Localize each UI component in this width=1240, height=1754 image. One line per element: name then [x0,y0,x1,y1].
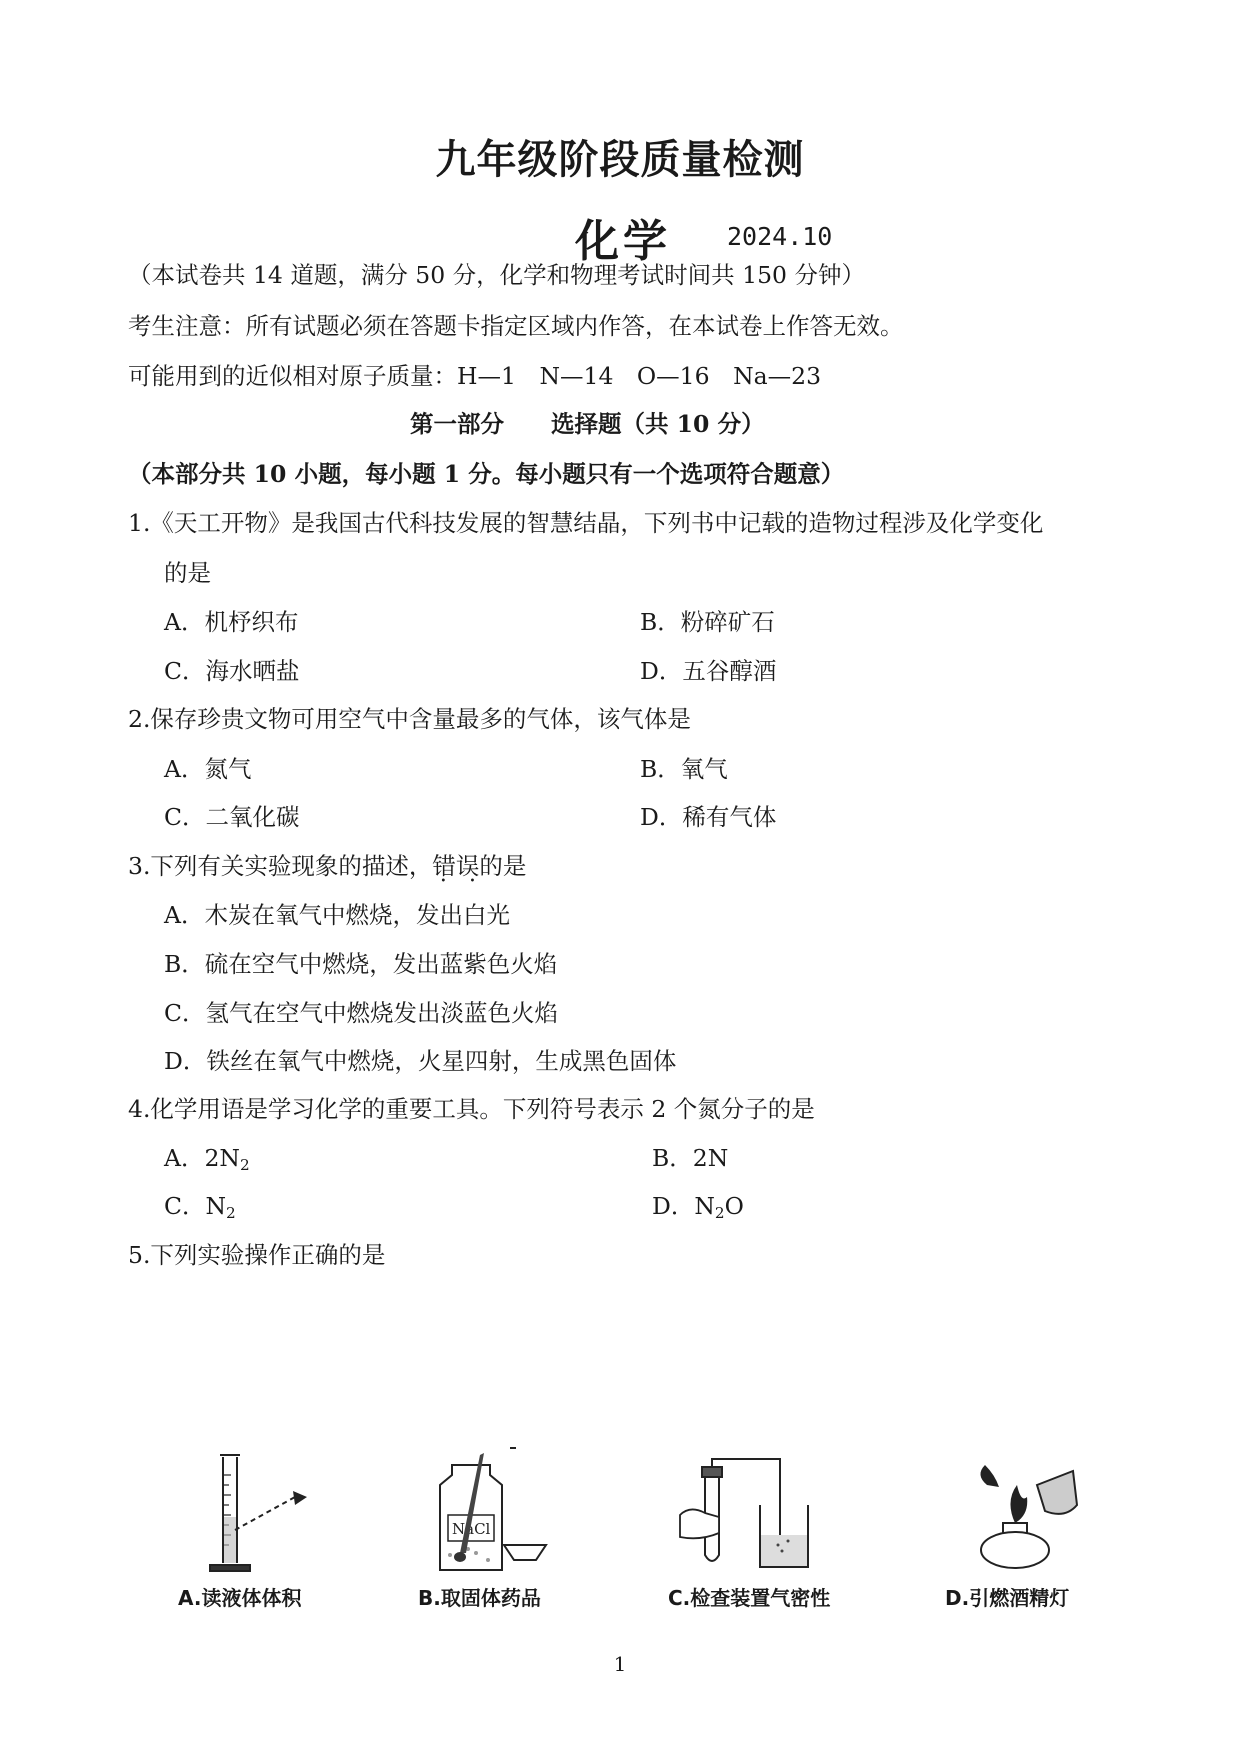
question-2-option-a: A．氮气 [164,755,252,783]
question-4-option-c: C．$N_2$ [164,1192,236,1222]
question-4-stem: 4.化学用语是学习化学的重要工具。下列符号表示 2 个氮分子的是 [128,1095,815,1123]
figure-a-graduated-cylinder [165,1445,365,1575]
question-1-stem-line2: 的是 [164,559,211,587]
exam-title: 九年级阶段质量检测 [435,136,805,183]
question-5-stem: 5.下列实验操作正确的是 [128,1241,386,1269]
question-2-option-c: C．二氧化碳 [164,803,300,831]
figure-d-caption: D.引燃酒精灯 [945,1586,1070,1610]
section-instructions: （本部分共 10 小题，每小题 1 分。每小题只有一个选项符合题意） [128,460,845,488]
figure-c-airtightness-test [670,1445,870,1575]
atomic-masses: 可能用到的近似相对原子质量：H—1 N—14 O—16 Na—23 [128,362,822,390]
question-2-stem: 2.保存珍贵文物可用空气中含量最多的气体，该气体是 [128,705,691,733]
figure-a-caption: A.读液体体积 [178,1586,302,1610]
exam-date: 2024.10 [727,222,833,251]
question-1-option-b: B．粉碎矿石 [640,608,775,636]
page-number: 1 [613,1652,627,1676]
figure-d-alcohol-lamp [925,1445,1125,1575]
exam-notice: 考生注意：所有试题必须在答题卡指定区域内作答，在本试卷上作答无效。 [128,312,904,340]
question-3-option-b: B．硫在空气中燃烧，发出蓝紫色火焰 [164,950,558,978]
figure-b-caption: B.取固体药品 [418,1586,541,1610]
question-3-option-a: A．木炭在氧气中燃烧，发出白光 [164,901,510,929]
question-1-option-c: C．海水晒盐 [164,657,300,685]
figure-c-caption: C.检查装置气密性 [668,1586,831,1610]
subject-title: 化学 [575,216,671,267]
question-3-option-c: C．氢气在空气中燃烧发出淡蓝色火焰 [164,999,558,1027]
question-4-option-d: D．$N_2O$ [652,1192,744,1222]
question-3-stem-before: 3.下列有关实验现象的描述， [128,852,433,880]
question-3-stem [128,847,526,881]
question-2-option-d: D．稀有气体 [640,803,777,831]
question-2-option-b: B．氧气 [640,755,728,783]
exam-info: （本试卷共 14 道题，满分 50 分，化学和物理考试时间共 150 分钟） [128,261,865,289]
section-title: 第一部分 选择题（共 10 分） [410,410,765,438]
question-1-option-d: D．五谷醇酒 [640,657,777,685]
question-4-option-b: B．2N [652,1144,729,1172]
question-1-stem-line1: 1.《天工开物》是我国古代科技发展的智慧结晶，下列书中记载的造物过程涉及化学变化 [128,509,1044,537]
question-3-stem-after: 的是 [479,852,527,880]
question-3-option-d: D．铁丝在氧气中燃烧，火星四射，生成黑色固体 [164,1047,677,1075]
question-1-option-a: A．机杼织布 [164,608,299,636]
nacl-label: NaCl [452,1520,491,1538]
question-3-emphasis: 错误 • • [432,852,479,880]
figure-b-reagent-bottle [420,1445,620,1575]
question-4-option-a: A．$2N_2$ [164,1144,250,1174]
